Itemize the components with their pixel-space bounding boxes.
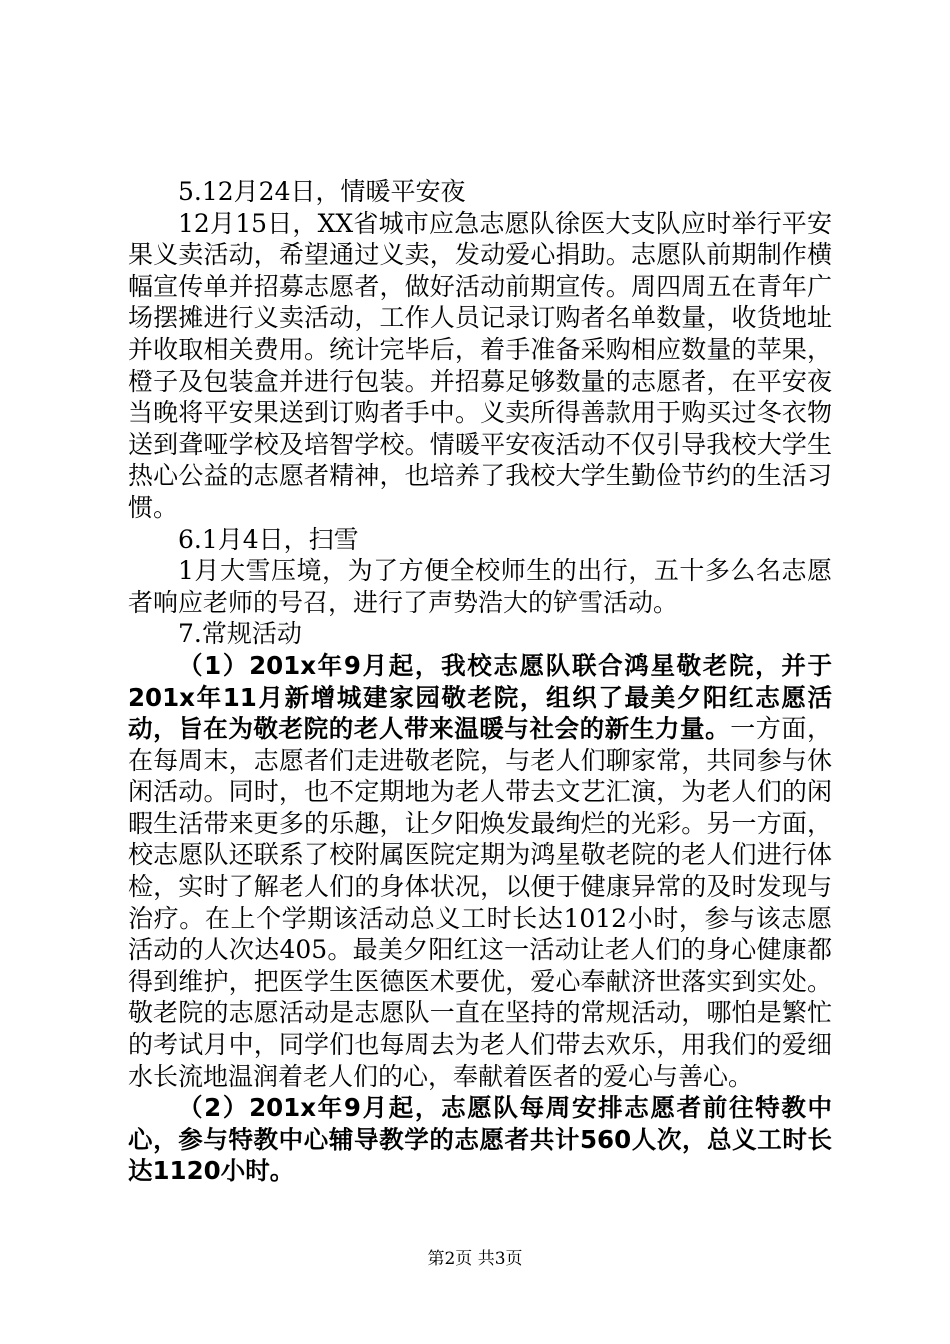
document-body <box>128 176 832 1187</box>
page-footer: 第2页 共3页 <box>427 1249 523 1269</box>
paragraph-christmas-eve: 12月15日，XX省城市应急志愿队徐医大支队应时举行平安果义卖活动，希望通过义卖，发动爱心捐助。志愿队前期制作横幅宣传单并招募志愿者，做好活动前期宣传。周四周五在青年广场摆摊进行义卖活动，工作人员记录订购者名单数量，收货地址并收取相关费用。统计完毕后，着手准备采购相应数量的苹果，橙子及包装盒并进行包装。并招募足够数量的志愿者，在平安夜当晚将平安果送到订购者手中。义卖所得善款用于购买过冬衣物送到聋哑学校及培智学校。情暖平安夜活动不仅引导我校大学生热心公益的志愿者精神，也培养了我校大学生勤俭节约的生活习惯。 <box>128 208 832 522</box>
heading-christmas-eve: 5.12月24日，情暖平安夜 <box>178 177 466 206</box>
heading-snow-sweeping: 6.1月4日，扫雪 <box>178 524 359 554</box>
paragraph-nursing-home-bold: （1）201x年9月起，我校志愿队联合鸿星敬老院，并于201x年11月新增城建家园敬老院，组织了最美夕阳红志愿活动，旨在为敬老院的老人带来温暖与社会的新生力量。 <box>128 650 832 744</box>
paragraph-snow-sweeping: 1月大雪压境，为了方便全校师生的出行，五十多么名志愿者响应老师的号召，进行了声势浩大的铲雪活动。 <box>128 556 832 617</box>
paragraph-nursing-home <box>128 650 832 1092</box>
paragraph-special-education: （2）201x年9月起，志愿队每周安排志愿者前往特教中心，参与特教中心辅导教学的志愿者共计560人次，总义工时长达1120小时。 <box>128 1093 832 1186</box>
heading-regular-activities: 7.常规活动 <box>178 619 302 649</box>
paragraph-nursing-home-rest: 一方面，在每周末，志愿者们走进敬老院，与老人们聊家常，共同参与休闲活动。同时，也不定期地为老人带去文艺汇演，为老人们的闲暇生活带来更多的乐趣，让夕阳焕发最绚烂的光彩。另一方面，校志愿队还联系了校附属医院定期为鸿星敬老院的老人们进行体检，实时了解老人们的身体状况，以便于健康异常的及时发现与治疗。在上个学期该活动总义工时长达1012小时，参与该志愿活动的人次达405。最美夕阳红这一活动让老人们的身心健康都得到维护，把医学生医德医术要优，爱心奉献济世落实到实处。敬老院的志愿活动是志愿队一直在坚持的常规活动，哪怕是繁忙的考试月中，同学们也每周去为老人们带去欢乐，用我们的爱细水长流地温润着老人们的心，奉献着医者的爱心与善心。 <box>128 714 832 1091</box>
